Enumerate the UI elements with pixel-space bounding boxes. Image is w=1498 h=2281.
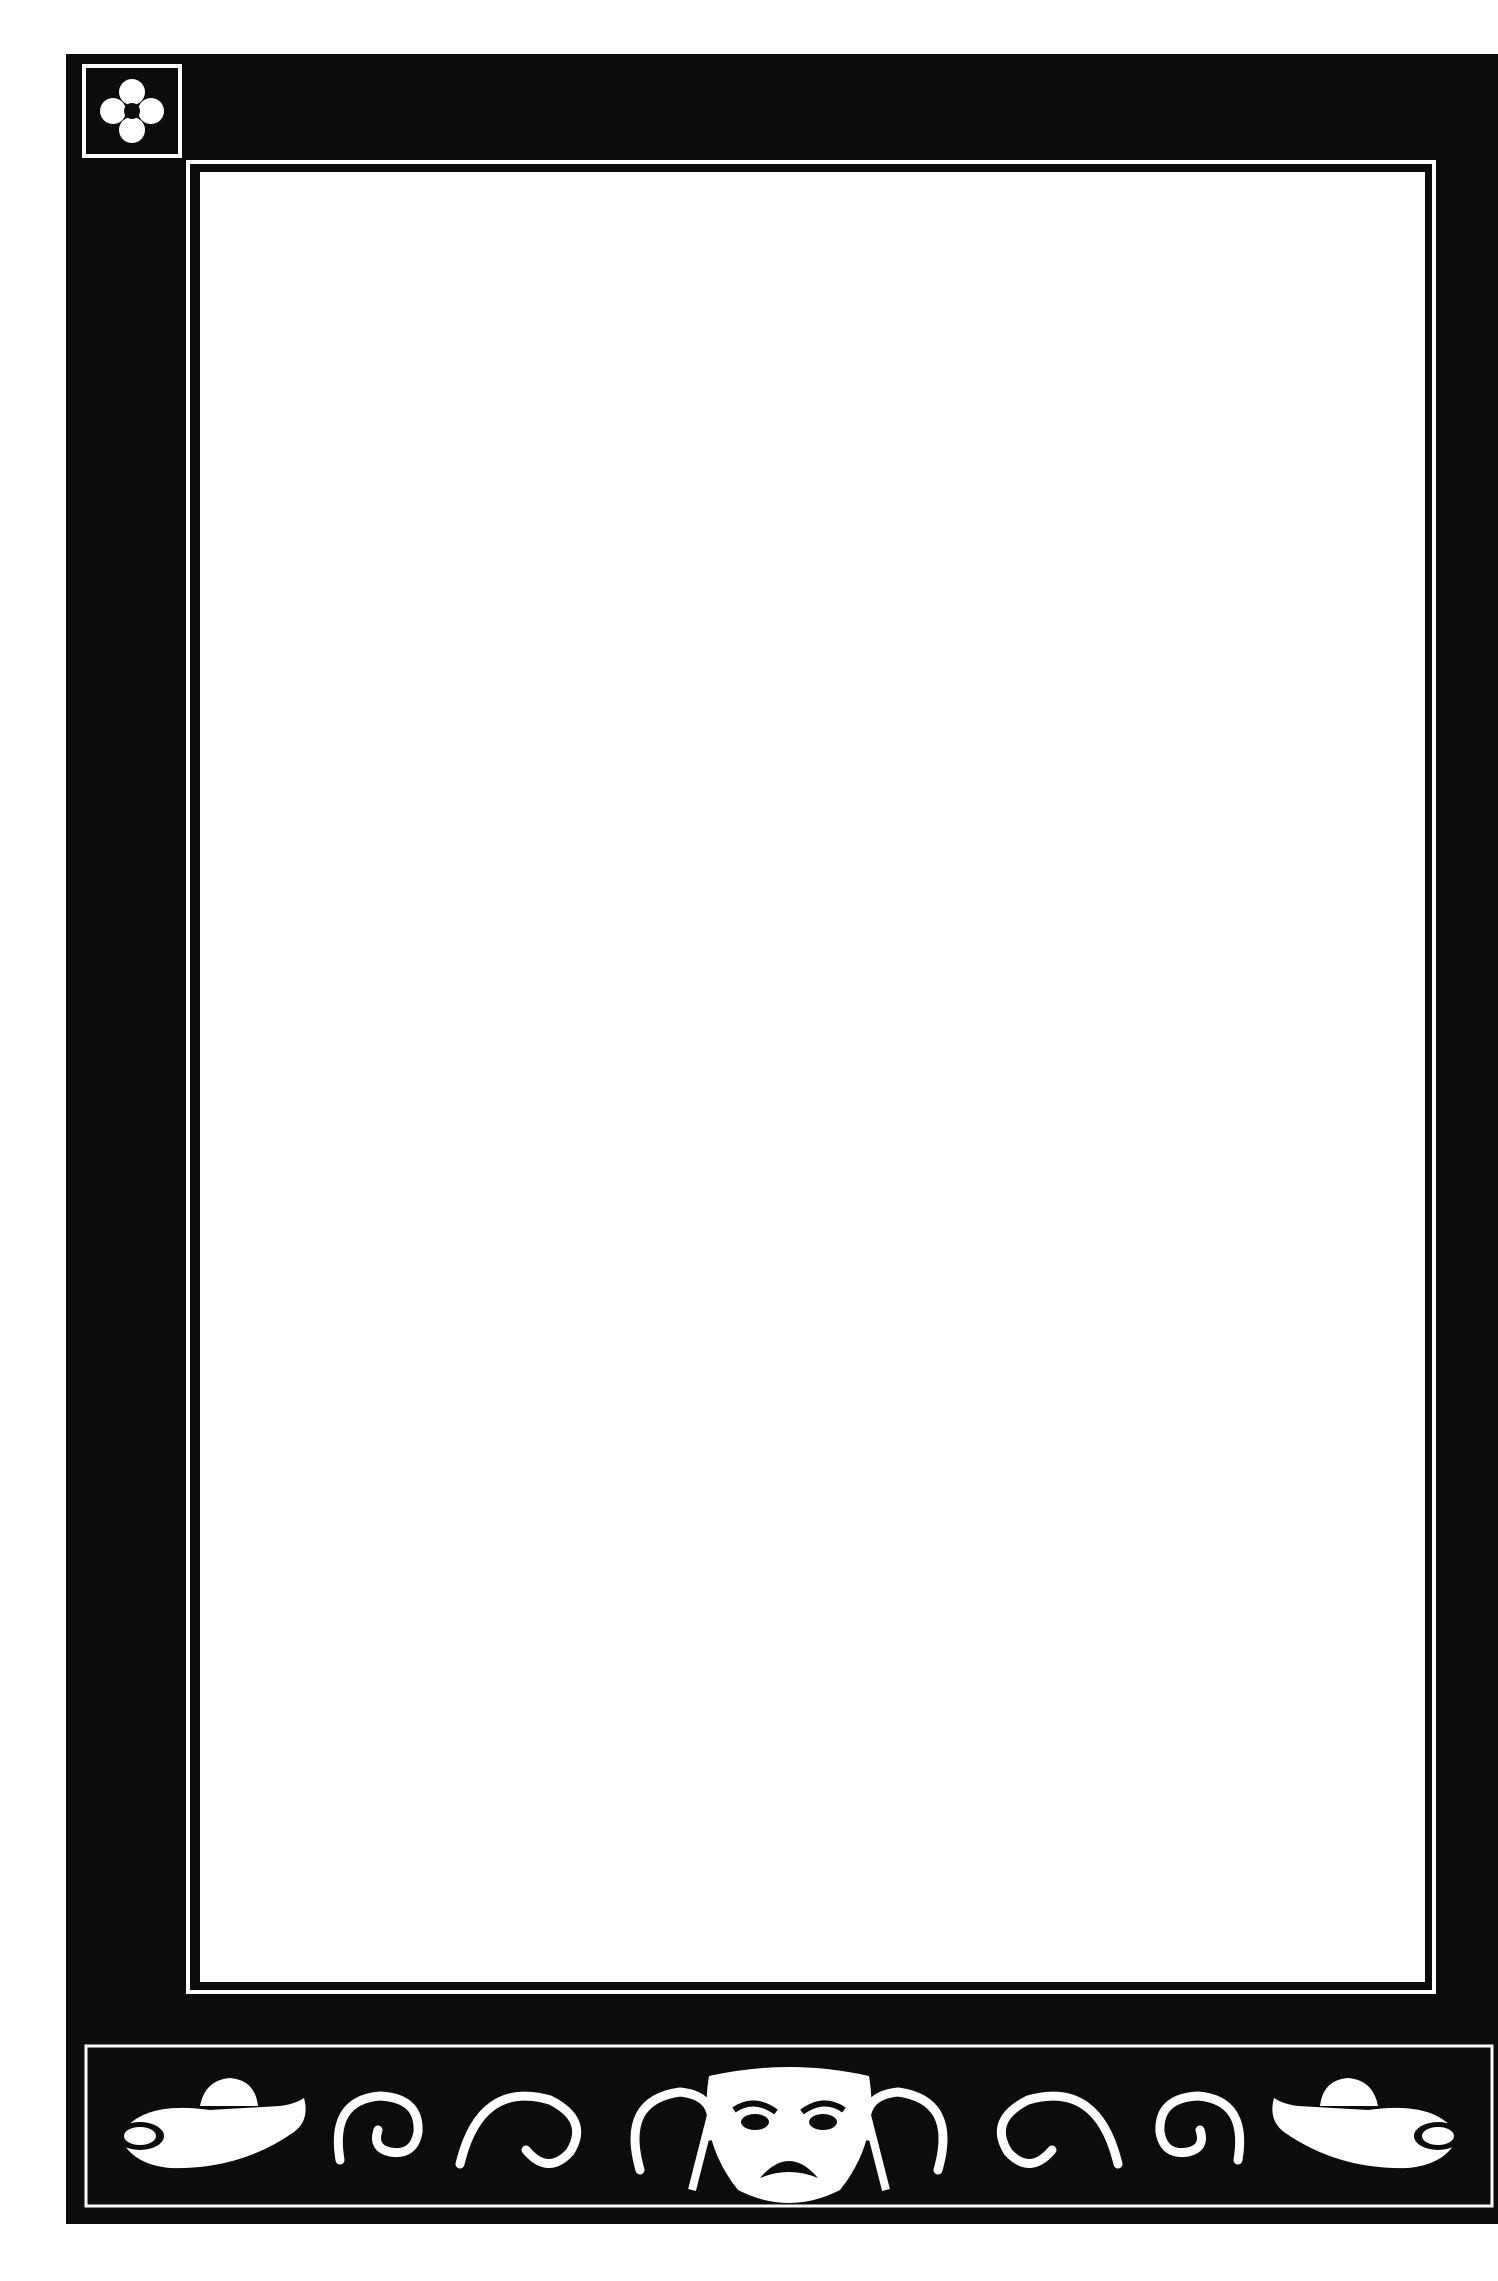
left-scroll-ornament — [80, 170, 184, 1990]
text-panel — [200, 172, 1425, 1982]
bottom-mask-ornament — [80, 2040, 1498, 2212]
top-scroll-ornament — [196, 62, 1426, 158]
corner-flower-ornament — [80, 62, 184, 160]
right-scroll-ornament — [1438, 60, 1498, 1990]
